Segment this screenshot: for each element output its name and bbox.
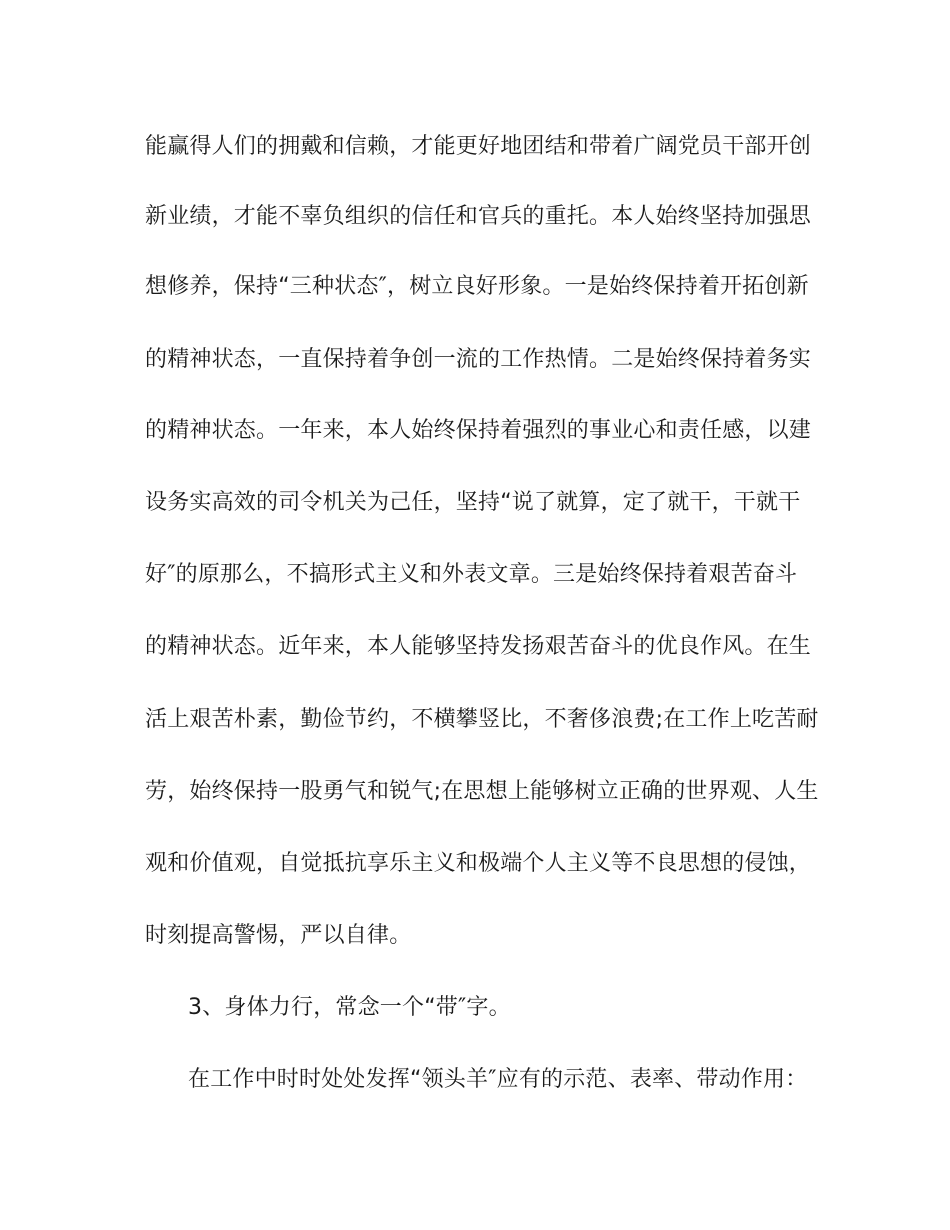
paragraph-line: 新业绩，才能不辜负组织的信任和官兵的重托。本人始终坚持加强思 bbox=[145, 204, 812, 229]
section-heading: 3、身体力行，常念一个“带″字。 bbox=[188, 995, 511, 1020]
paragraph-line: 观和价值观，自觉抵抗享乐主义和极端个人主义等不良思想的侵蚀， bbox=[145, 851, 812, 876]
paragraph-line: 在工作中时时处处发挥“领头羊″应有的示范、表率、带动作用： bbox=[188, 1067, 808, 1092]
paragraph-line: 的精神状态。近年来，本人能够坚持发扬艰苦奋斗的优良作风。在生 bbox=[145, 634, 812, 659]
paragraph-line: 劳，始终保持一股勇气和锐气;在思想上能够树立正确的世界观、人生 bbox=[145, 779, 819, 804]
paragraph-line: 的精神状态。一年来，本人始终保持着强烈的事业心和责任感，以建 bbox=[145, 418, 812, 443]
paragraph-line: 好″的原那么，不搞形式主义和外表文章。三是始终保持着艰苦奋斗 bbox=[145, 562, 798, 587]
paragraph-line: 设务实高效的司令机关为己任，坚持“说了就算，定了就干，干就干 bbox=[145, 490, 801, 515]
paragraph-line: 想修养，保持“三种状态″，树立良好形象。一是始终保持着开拓创新 bbox=[145, 274, 809, 299]
paragraph-line: 能赢得人们的拥戴和信赖，才能更好地团结和带着广阔党员干部开创 bbox=[145, 134, 812, 159]
paragraph-line: 活上艰苦朴素，勤俭节约，不横攀竖比，不奢侈浪费;在工作上吃苦耐 bbox=[145, 707, 819, 732]
paragraph-line: 的精神状态，一直保持着争创一流的工作热情。二是始终保持着务实 bbox=[145, 347, 812, 372]
paragraph-line: 时刻提高警惕，严以自律。 bbox=[145, 923, 412, 948]
